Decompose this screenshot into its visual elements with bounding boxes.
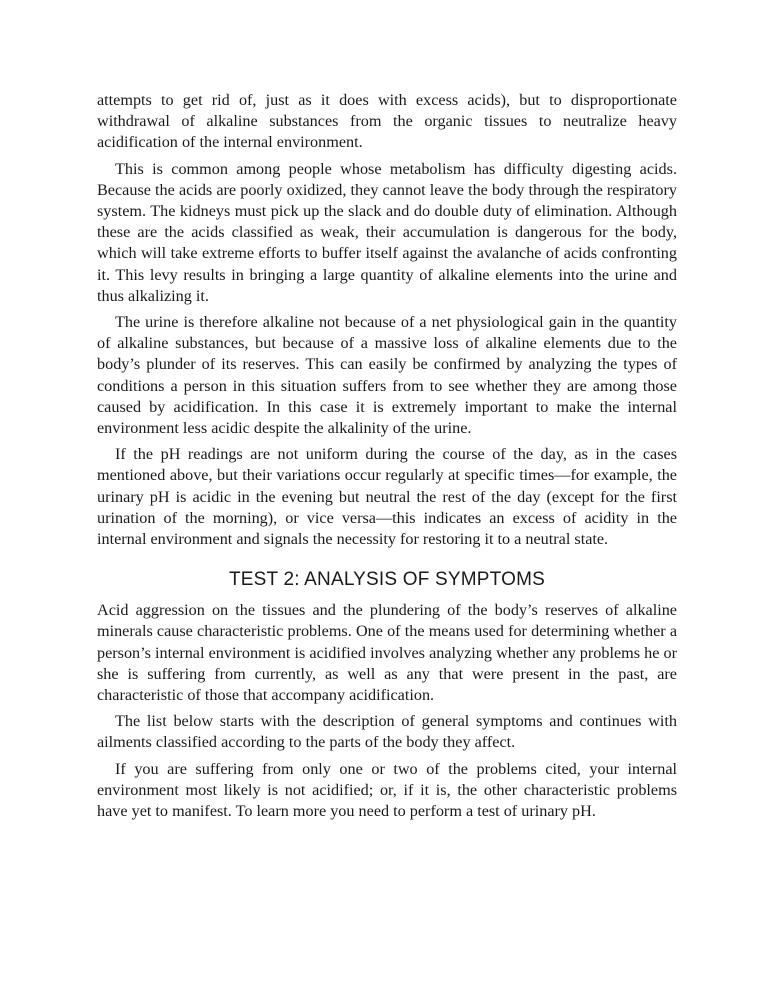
paragraph-continuation: attempts to get rid of, just as it does with excess acids), but to disproportionate withdrawal of alkaline substances from the organic tissues to neutralize heavy acidification of the internal environment. — [97, 91, 677, 152]
paragraph-acid-aggression: Acid aggression on the tissues and the plundering of the body’s reserves of alkaline minerals cause characteristic problems. One of the means used for determining whether a person’s internal environment is acidified involves analyzing whether any problems he or she is suffering from currently, as well as any that were present in the past, are characteristic of those that accompany acidification. — [97, 601, 677, 705]
paragraph-list-intro: The list below starts with the description of general symptoms and continues with ailments classified according to the parts of the body they affect. — [97, 712, 677, 752]
section-heading: TEST 2: ANALYSIS OF SYMPTOMS — [228, 569, 546, 591]
paragraph-metabolism: This is common among people whose metabolism has difficulty digesting acids. Because the acids are poorly oxidized, they cannot leave the body through the respiratory system. The kidneys must pick up the slack and do double duty of elimination. Although these are the acids classified as weak, their accumulation is dangerous for the body, which will take extreme efforts to buffer itself against the avalanche of acids confronting it. This levy results in bringing a large quantity of alkaline elements into the urine and thus alkalizing it. — [97, 159, 677, 305]
document-page — [97, 90, 677, 827]
paragraph-ph-readings: If the pH readings are not uniform during the course of the day, as in the cases mentioned above, but their variations occur regularly at specific times—for example, the urinary pH is acidic in the evening but neutral the rest of the day (except for the first urination of the morning), or vice versa—this indicates an excess of acidity in the internal environment and signals the necessity for restoring it to a neutral state. — [97, 445, 677, 549]
paragraph-urinary-test: If you are suffering from only one or two of the problems cited, your internal environment most likely is not acidified; or, if it is, the other characteristic problems have yet to manifest. To learn more you need to perform a test of urinary pH. — [97, 759, 677, 821]
paragraph-urine-alkaline: The urine is therefore alkaline not because of a net physiological gain in the quantity of alkaline substances, but because of a massive loss of alkaline elements due to the body’s plunder of its reserves. This can easily be confirmed by analyzing the types of conditions a person in this situation suffers from to see whether they are among those caused by acidification. In this case it is extremely important to make the internal environment less acidic despite the alkalinity of the urine. — [97, 313, 677, 438]
